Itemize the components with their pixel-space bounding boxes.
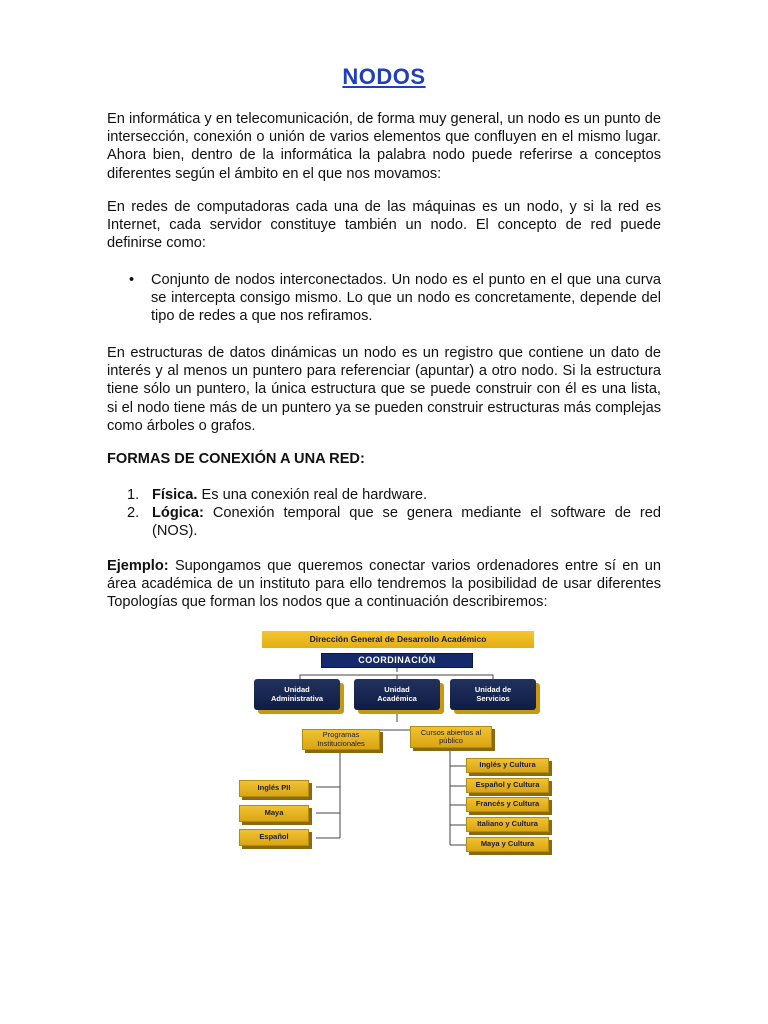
course-item: Inglés y Cultura <box>466 758 549 773</box>
unit-box-administrativa: Unidad Administrativa <box>254 679 340 710</box>
example-label: Ejemplo: <box>107 558 169 574</box>
example-paragraph <box>107 557 661 612</box>
data-structures-paragraph: En estructuras de datos dinámicas un nodo es un registro que contiene un dato de interés y al menos un puntero para referenciar (apuntar) a otro nodo. Si la estructura tiene sólo un puntero, la única estructura que se puede construir con él es una lista, si el nodo tiene más de un puntero ya se pueden construir estructuras más complejas como árboles o grafos. <box>107 345 661 434</box>
list-number: 2. <box>127 505 140 521</box>
courses-box: Cursos abiertos al público <box>410 726 492 748</box>
course-item: Francés y Cultura <box>466 797 549 812</box>
bullet-text: Conjunto de nodos interconectados. Un nodo es el punto en el que una curva se intercepta consigo mismo. Lo que un nodo es concretamente, depende del tipo de redes a que nos refiramos. <box>151 272 661 325</box>
program-item: Inglés PII <box>239 780 309 797</box>
program-item: Español <box>239 829 309 846</box>
network-paragraph: En redes de computadoras cada una de las máquinas es un nodo, y si la red es Internet, cada servidor constituye también un nodo. El concepto de red puede definirse como: <box>107 199 661 252</box>
section-heading: FORMAS DE CONEXIÓN A UNA RED: <box>107 451 365 467</box>
bullet-icon: • <box>129 272 135 288</box>
program-item: Maya <box>239 805 309 822</box>
course-item: Español y Cultura <box>466 778 549 793</box>
unit-box-academica: Unidad Académica <box>354 679 440 710</box>
page-title: NODOS <box>342 64 426 89</box>
list-term: Física. <box>152 487 198 503</box>
course-item: Maya y Cultura <box>466 837 549 852</box>
list-item <box>127 486 661 506</box>
intro-paragraph: En informática y en telecomunicación, de forma muy general, un nodo es un punto de intersección, conexión o unión de varios elementos que confluyen en el mismo lugar. Ahora bien, dentro de la informática la palabra nodo puede referirse a conceptos diferentes según el ámbito en el que nos movamos: <box>107 111 661 182</box>
list-number: 1. <box>127 487 140 503</box>
list-text: Conexión temporal que se genera mediante el software de red (NOS). <box>152 505 661 540</box>
unit-box-servicios: Unidad de Servicios <box>450 679 536 710</box>
course-item: Italiano y Cultura <box>466 817 549 832</box>
list-item <box>127 504 661 544</box>
programs-box: Programas Institucionales <box>302 729 380 750</box>
list-term: Lógica: <box>152 505 204 521</box>
list-text: Es una conexión real de hardware. <box>197 487 428 503</box>
example-text: Supongamos que queremos conectar varios ordenadores entre sí en un área académica de un instituto para ello tendremos la posibilidad de usar diferentes Topologías que forman los nodos que a continuación describiremos: <box>107 558 661 611</box>
coordinacion-box: COORDINACIÓN <box>321 653 473 668</box>
direccion-box: Dirección General de Desarrollo Académico <box>262 631 534 648</box>
